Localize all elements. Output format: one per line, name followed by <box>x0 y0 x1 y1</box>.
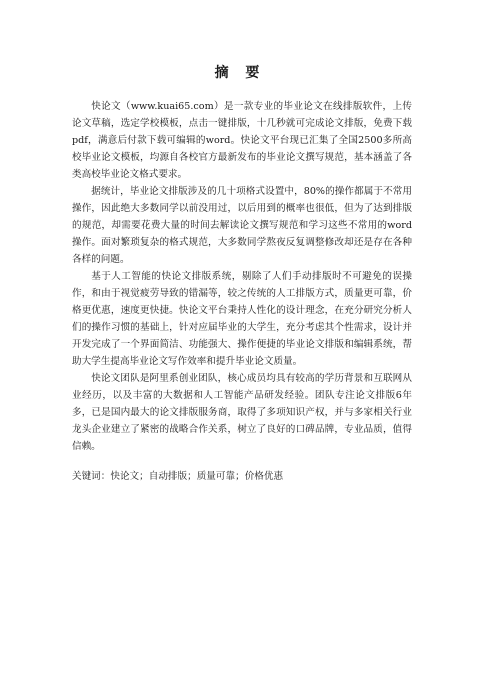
keyword-item: ； 自动排版 <box>139 471 187 482</box>
abstract-title: 摘 要 <box>214 65 266 81</box>
keyword-item: ； 质量可靠 <box>187 471 235 482</box>
abstract-paragraph: 快论文（www.kuai65.com）是一款专业的毕业论文在线排版软件，上传论文草稿，选定学校模板，点击一键排版，十几秒就可完成论文排版，免费下载pdf，满意后付款下载可编辑的word。快论文平台现已汇集了全国2500多所高校毕业论文模板，均源自各校官方最新发布的毕业论文撰写规范，基本涵盖了各类高校毕业论文格式要求。 <box>72 101 412 180</box>
keyword-item: 快论文 <box>110 471 140 482</box>
abstract-paragraph: 基于人工智能的快论文排版系统，剔除了人们手动排版时不可避免的误操作，和由于视觉疲劳导致的错漏等，较之传统的人工排版方式，质量更可靠，价格更优惠，速度更快捷。快论文平台秉持人性化的设计理念，在充分研究分析人们的操作习惯的基础上，针对应届毕业的大学生，充分考虑其个性需求，设计并开发完成了一个界面简洁、功能强大、操作便捷的毕业论文排版和编辑系统，帮助大学生提高毕业论文写作效率和提升毕业论文质量。 <box>72 271 412 367</box>
keyword-item: ； 价格优惠 <box>235 471 283 482</box>
abstract-paragraph: 快论文团队是阿里系创业团队，核心成员均具有较高的学历背景和互联网从业经历，以及丰富的大数据和人工智能产品研发经验。团队专注论文排版6年多，已是国内最大的论文排版服务商，取得了多项知识产权，并与多家相关行业龙头企业建立了紧密的战略合作关系，树立了良好的口碑品牌，专业品质，值得信赖。 <box>72 373 412 452</box>
keywords-label: 关键词： <box>72 471 111 482</box>
keywords-line <box>72 468 412 485</box>
abstract-body <box>72 98 412 455</box>
abstract-paragraph: 据统计，毕业论文排版涉及的几十项格式设置中，80%的操作都属于不常用操作，因此绝大多数同学以前没用过，以后用到的概率也很低，但为了达到排版的规范，却需要花费大量的时间去解读论文撰写规范和学习这些不常用的word操作。面对繁琐复杂的格式规范，大多数同学熬夜反复调整修改却还是存在各种各样的问题。 <box>72 186 412 265</box>
